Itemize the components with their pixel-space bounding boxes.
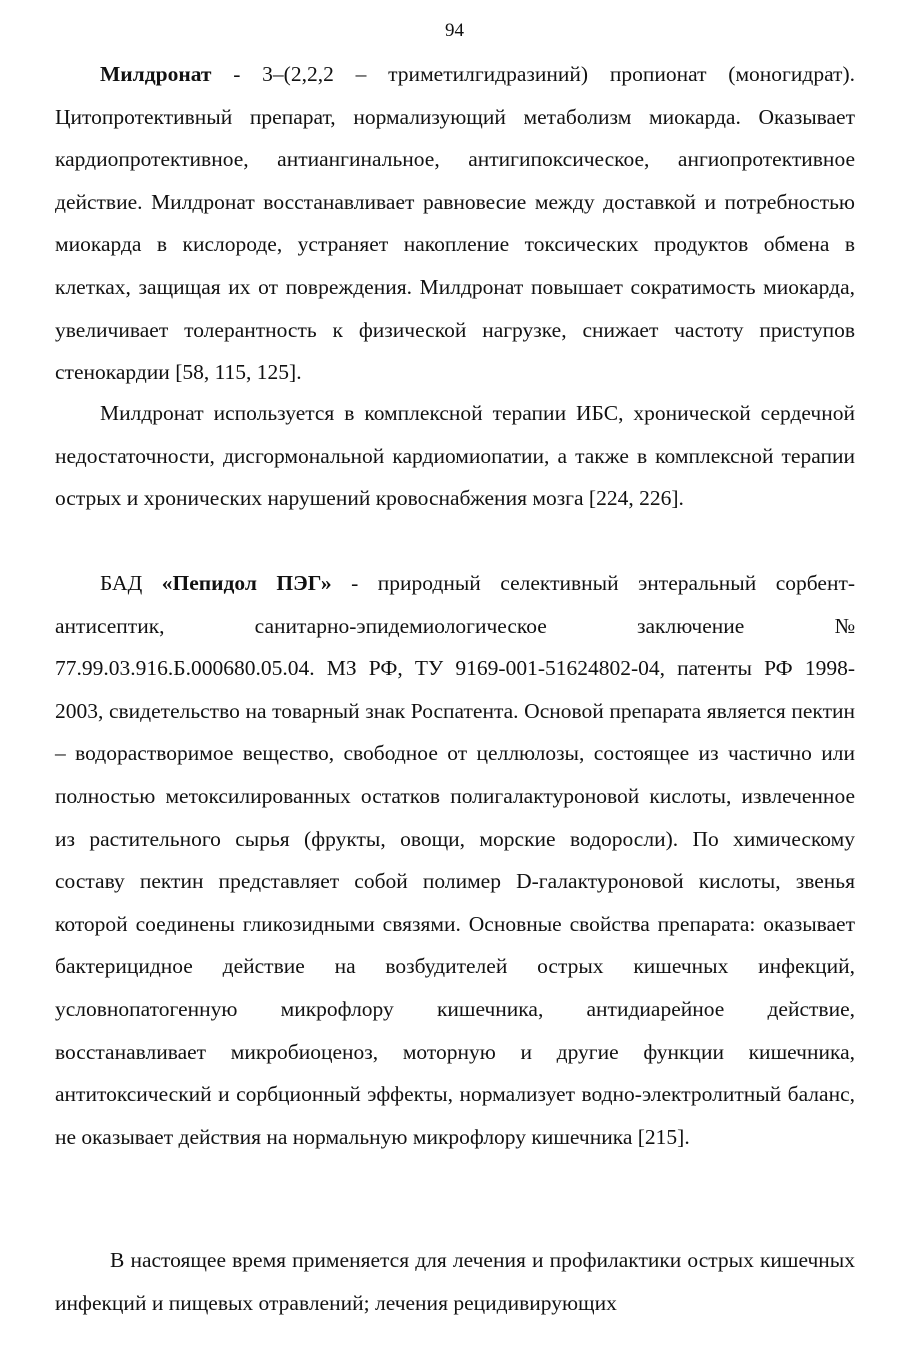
paragraph-mildronate-usage [55,392,855,520]
paragraph-text: Милдронат используется в комплексной терапии ИБС, хронической сердечной недостаточности, дисгормональной кардиомиопатии, а также в комплексной терапии острых и хронических нарушений кровоснабжения мозга [224, 226]. [55,401,855,511]
paragraph-mildronate-description [55,53,855,394]
term-mildronate: Милдронат [100,62,212,86]
page-number: 94 [445,20,464,41]
paragraph-prefix: БАД [100,571,162,595]
paragraph-text: - природный селективный энтеральный сорбент-антисептик, санитарно-эпидемиологическое заключение № 77.99.03.916.Б.000680.05.04. МЗ РФ, ТУ 9169-001-51624802-04, патенты РФ 1998-2003, свидетельство на товарный знак Роспатента. Основой препарата является пектин – водорастворимое вещество, свободное от целлюлозы, состоящее из частично или полностью метоксилированных остатков полигалактуроновой кислоты, извлеченное из растительного сырья (фрукты, овощи, морские водоросли). По химическому составу пектин представляет собой полимер D-галактуроновой кислоты, звенья которой соединены гликозидными связями. Основные свойства препарата: оказывает бактерицидное действие на возбудителей острых кишечных инфекций, условнопатогенную микрофлору кишечника, антидиарейное действие, восстанавливает микробиоценоз, моторную и другие функции кишечника, антитоксический и сорбционный эффекты, нормализует водно-электролитный баланс, не оказывает действия на нормальную микрофлору кишечника [215]. [55,571,855,1149]
paragraph-pepidol-usage [55,1239,855,1324]
paragraph-pepidol-description [55,562,855,1158]
paragraph-text: - 3–(2,2,2 – триметилгидразиний) пропионат (моногидрат). Цитопротективный препарат, нормализующий метаболизм миокарда. Оказывает кардиопротективное, антиангинальное, антигипоксическое, ангиопротективное действие. Милдронат восстанавливает равновесие между доставкой и потребностью миокарда в кислороде, устраняет накопление токсических продуктов обмена в клетках, защищая их от повреждения. Милдронат повышает сократимость миокарда, увеличивает толерантность к физической нагрузке, снижает частоту приступов стенокардии [58, 115, 125]. [55,62,855,385]
paragraph-text: В настоящее время применяется для лечения и профилактики острых кишечных инфекций и пищевых отравлений; лечения рецидивирующих [55,1248,855,1315]
term-pepidol-peg: «Пепидол ПЭГ» [161,571,332,595]
